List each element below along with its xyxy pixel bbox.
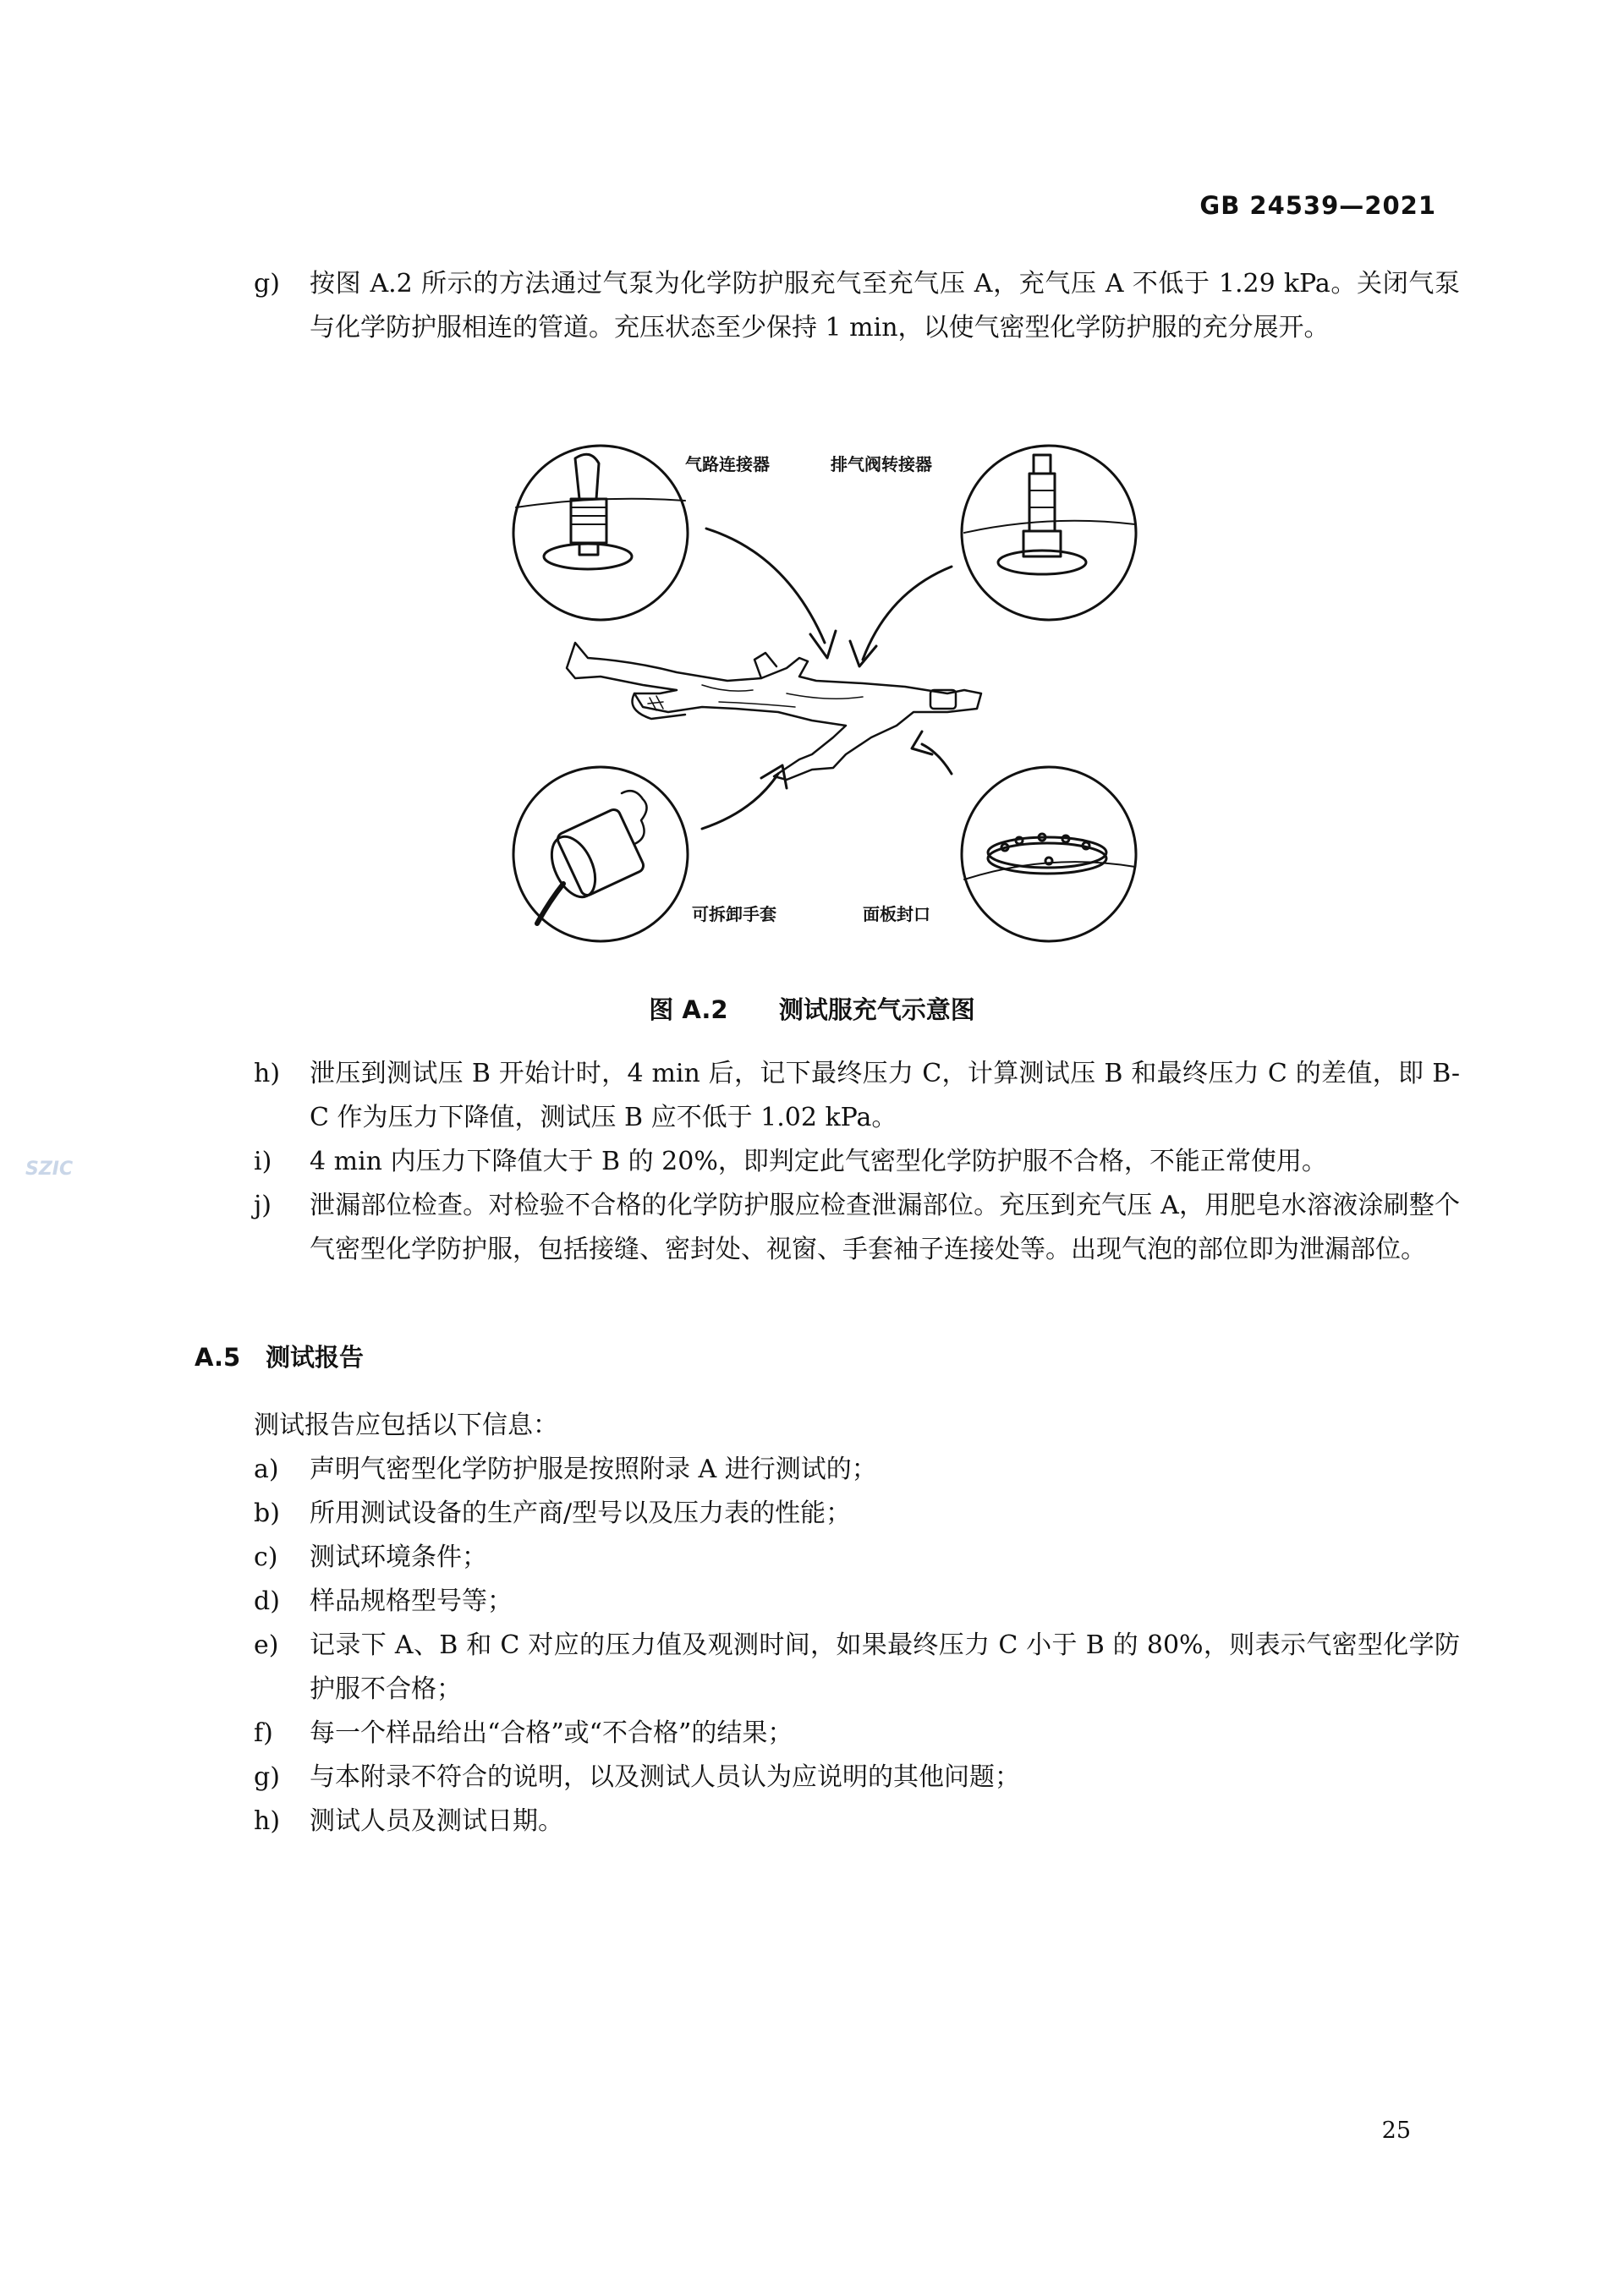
step-text: 泄压到测试压 B 开始计时，4 min 后，记下最终压力 C，计算测试压 B 和最终压力 C 的差值，即 B-C 作为压力下降值，测试压 B 应不低于 1.02 kPa。: [310, 1059, 1460, 1132]
visor-seal-detail: [962, 767, 1136, 941]
section-intro: 测试报告应包括以下信息：: [254, 1411, 558, 1440]
step-h: [254, 1052, 1460, 1140]
protective-suit-figure: [567, 643, 981, 780]
item-text: 每一个样品给出“合格”或“不合格”的结果；: [310, 1718, 793, 1748]
step-text: 4 min 内压力下降值大于 B 的 20%，即判定此气密型化学防护服不合格，不能正常使用。: [310, 1147, 1327, 1176]
step-marker: i): [254, 1147, 272, 1176]
report-item-c: [254, 1536, 1460, 1580]
figure-number: 图 A.2: [649, 995, 728, 1024]
report-item-b: [254, 1492, 1460, 1536]
item-text: 记录下 A、B 和 C 对应的压力值及观测时间，如果最终压力 C 小于 B 的 80%，则表示气密型化学防护服不合格；: [310, 1630, 1460, 1704]
watermark-logo: SZIC: [25, 1159, 74, 1180]
step-j: [254, 1184, 1460, 1272]
report-item-h: [254, 1800, 1460, 1844]
item-marker: e): [254, 1630, 279, 1660]
item-text: 所用测试设备的生产商/型号以及压力表的性能；: [310, 1499, 852, 1528]
item-text: 测试人员及测试日期。: [310, 1806, 563, 1836]
item-marker: f): [254, 1718, 273, 1748]
section-title: 测试报告: [266, 1343, 365, 1372]
detachable-glove-detail: [513, 767, 688, 941]
report-item-a: [254, 1448, 1460, 1492]
page-number: 25: [1381, 2118, 1411, 2144]
exhaust-valve-detail: [962, 446, 1136, 620]
step-i: [254, 1140, 1460, 1184]
step-text: 泄漏部位检查。对检验不合格的化学防护服应检查泄漏部位。充压到充气压 A，用肥皂水溶液涂刷整个气密型化学防护服，包括接缝、密封处、视窗、手套袖子连接处等。出现气泡的部位即为泄漏部位。: [310, 1191, 1460, 1264]
label-air-connector: 气路连接器: [685, 454, 770, 474]
item-marker: b): [254, 1499, 280, 1528]
report-item-g: [254, 1756, 1460, 1800]
report-item-f: [254, 1712, 1460, 1756]
label-exhaust-valve-adapter: 排气阀转接器: [831, 454, 932, 474]
item-marker: g): [254, 1762, 280, 1792]
section-heading: [195, 1339, 364, 1373]
report-item-d: [254, 1580, 1460, 1624]
suit-inflation-diagram: [508, 440, 1150, 947]
step-marker: h): [254, 1059, 281, 1088]
item-text: 与本附录不符合的说明，以及测试人员认为应说明的其他问题；: [310, 1762, 1020, 1792]
label-visor-seal: 面板封口: [863, 904, 930, 924]
item-text: 测试环境条件；: [310, 1543, 487, 1572]
item-marker: a): [254, 1455, 279, 1484]
report-item-e: [254, 1624, 1460, 1712]
section-number: A.5: [195, 1343, 241, 1372]
step-g: [254, 262, 1460, 350]
step-marker: j): [254, 1191, 272, 1220]
label-detachable-glove: 可拆卸手套: [692, 904, 776, 924]
step-text: 按图 A.2 所示的方法通过气泵为化学防护服充气至充气压 A，充气压 A 不低于 1.29 kPa。关闭气泵与化学防护服相连的管道。充压状态至少保持 1 min，以使气密型化学防护服的充分展开。: [310, 269, 1460, 342]
air-connector-detail: [513, 446, 688, 620]
item-text: 样品规格型号等；: [310, 1586, 513, 1616]
standard-code: GB 24539—2021: [1199, 191, 1436, 220]
figure-a2: [508, 440, 1150, 947]
step-marker: g): [254, 269, 280, 299]
item-marker: d): [254, 1586, 280, 1616]
item-marker: h): [254, 1806, 281, 1836]
figure-caption: [0, 991, 1624, 1026]
figure-title: 测试服充气示意图: [778, 995, 975, 1024]
item-marker: c): [254, 1543, 278, 1572]
item-text: 声明气密型化学防护服是按照附录 A 进行测试的；: [310, 1455, 877, 1484]
